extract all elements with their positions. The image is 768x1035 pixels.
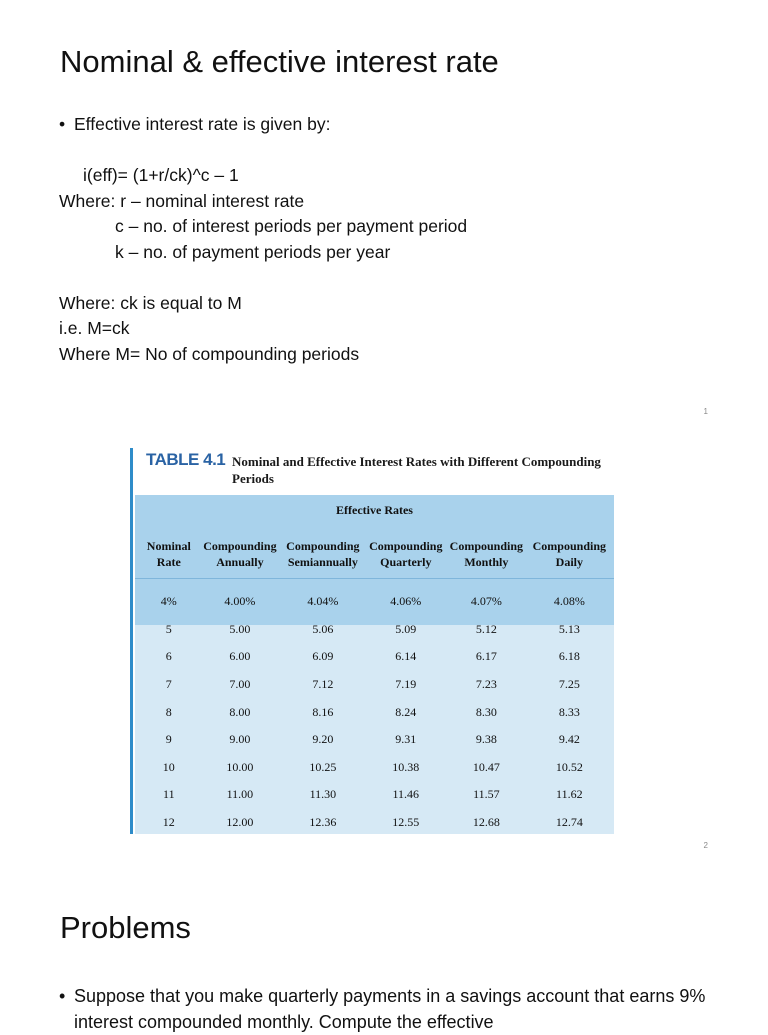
table-cell: 6.17 xyxy=(475,649,497,664)
table-cell: 11.30 xyxy=(309,787,337,802)
table-cell: 9.00 xyxy=(229,732,251,747)
table-row xyxy=(138,754,612,782)
table-row xyxy=(138,781,612,809)
table-cell: 6.18 xyxy=(558,649,580,664)
table-cell: 6.14 xyxy=(395,649,417,664)
where-m-line: Where M= No of compounding periods xyxy=(59,343,360,364)
table-label: TABLE 4.1 xyxy=(146,450,226,469)
rates-table xyxy=(138,532,612,836)
effective-rates-header: Effective Rates xyxy=(336,503,413,517)
table-cell: 12 xyxy=(162,815,175,830)
table-spacer-row xyxy=(138,576,612,588)
table-cell: 12.36 xyxy=(309,815,337,830)
column-header: Compounding Monthly xyxy=(449,539,524,569)
table-cell: 8.16 xyxy=(312,704,334,719)
table-cell: 7.12 xyxy=(312,677,334,692)
page-number: 2 xyxy=(703,841,708,850)
table-cell: 7.25 xyxy=(558,677,580,692)
table-cell: 12.00 xyxy=(226,815,254,830)
where-c-line: c – no. of interest periods per payment period xyxy=(115,216,468,236)
table-row xyxy=(138,726,612,754)
table-cell: 4.00% xyxy=(224,594,256,609)
table-cell: 11.46 xyxy=(392,787,420,802)
bullet-text: Suppose that you make quarterly payments in a savings account that earns 9% interest compounded monthly. Compute the effective xyxy=(74,986,706,1032)
table-cell: 9 xyxy=(165,732,172,747)
table-cell: 8.33 xyxy=(558,704,580,719)
table-cell: 6.09 xyxy=(312,649,334,664)
table-cell: 10.52 xyxy=(555,759,583,774)
table-cell: 4.07% xyxy=(470,594,502,609)
table-cell: 6 xyxy=(165,649,172,664)
table-cell: 4% xyxy=(160,594,177,609)
table-cell: 10.47 xyxy=(472,759,500,774)
table-cell: 11.62 xyxy=(556,787,583,802)
bullet-item xyxy=(59,984,719,1035)
figure-header xyxy=(146,450,606,492)
table-cell: 4.04% xyxy=(307,594,339,609)
table-cell: 12.68 xyxy=(472,815,500,830)
table-cell: 7.00 xyxy=(229,677,251,692)
table-row xyxy=(138,671,612,699)
table-cell: 10 xyxy=(162,759,175,774)
bullet-text: Effective interest rate is given by: xyxy=(74,114,331,134)
table-cell: 10.38 xyxy=(392,759,420,774)
slide-body xyxy=(59,984,719,1035)
column-header: Compounding Quarterly xyxy=(369,539,443,569)
table-cell: 5.12 xyxy=(475,621,497,636)
where-r-line: Where: r – nominal interest rate xyxy=(59,190,305,211)
table-cell: 7 xyxy=(165,677,172,692)
table-cell: 10.00 xyxy=(226,759,254,774)
slide-body xyxy=(59,112,719,367)
table-cell: 12.55 xyxy=(392,815,420,830)
table-cell: 9.20 xyxy=(312,732,334,747)
table-cell: 11.57 xyxy=(473,787,500,802)
table-cell: 8.24 xyxy=(395,704,417,719)
table-cell: 10.25 xyxy=(309,759,337,774)
column-header: Compounding Annually xyxy=(203,539,277,569)
table-cell: 9.42 xyxy=(558,732,580,747)
table-row xyxy=(138,809,612,837)
table-figure xyxy=(130,448,614,834)
formula: i(eff)= (1+r/ck)^c – 1 xyxy=(83,165,239,185)
table-cell: 5.00 xyxy=(229,621,251,636)
table-row xyxy=(138,698,612,726)
table-cell: 12.74 xyxy=(555,815,583,830)
table-header-row xyxy=(138,532,612,576)
table-row xyxy=(138,643,612,671)
column-header: Nominal Rate xyxy=(146,539,191,569)
table-row xyxy=(138,616,612,644)
where-k-line: k – no. of payment periods per year xyxy=(115,241,391,262)
table-cell: 11.00 xyxy=(226,787,254,802)
table-cell: 9.31 xyxy=(395,732,417,747)
table-caption: Nominal and Effective Interest Rates with Different Compounding Periods xyxy=(232,454,601,486)
table-cell: 6.00 xyxy=(229,649,251,664)
table-cell: 4.08% xyxy=(553,594,585,609)
table-cell: 7.23 xyxy=(475,677,497,692)
table-cell: 8 xyxy=(165,704,172,719)
bullet-item xyxy=(59,112,719,138)
figure-accent-bar xyxy=(130,448,133,834)
table-cell: 5.06 xyxy=(312,621,334,636)
ie-line: i.e. M=ck xyxy=(59,318,130,338)
table-cell: 8.00 xyxy=(229,704,251,719)
table-cell: 5 xyxy=(165,621,172,636)
table-cell: 8.30 xyxy=(475,704,497,719)
column-header: Compounding Daily xyxy=(532,539,607,569)
table-row xyxy=(138,588,612,616)
table-cell: 4.06% xyxy=(390,594,422,609)
slide-title: Problems xyxy=(60,910,191,945)
table-cell: 7.19 xyxy=(395,677,417,692)
table-cell: 5.13 xyxy=(558,621,580,636)
where-ck-line: Where: ck is equal to M xyxy=(59,292,242,313)
column-header: Compounding Semiannually xyxy=(286,539,360,569)
slide-title: Nominal & effective interest rate xyxy=(60,44,499,79)
page-number: 1 xyxy=(703,407,708,416)
table-cell: 5.09 xyxy=(395,621,417,636)
table-cell: 11 xyxy=(163,787,175,802)
table-cell: 9.38 xyxy=(475,732,497,747)
